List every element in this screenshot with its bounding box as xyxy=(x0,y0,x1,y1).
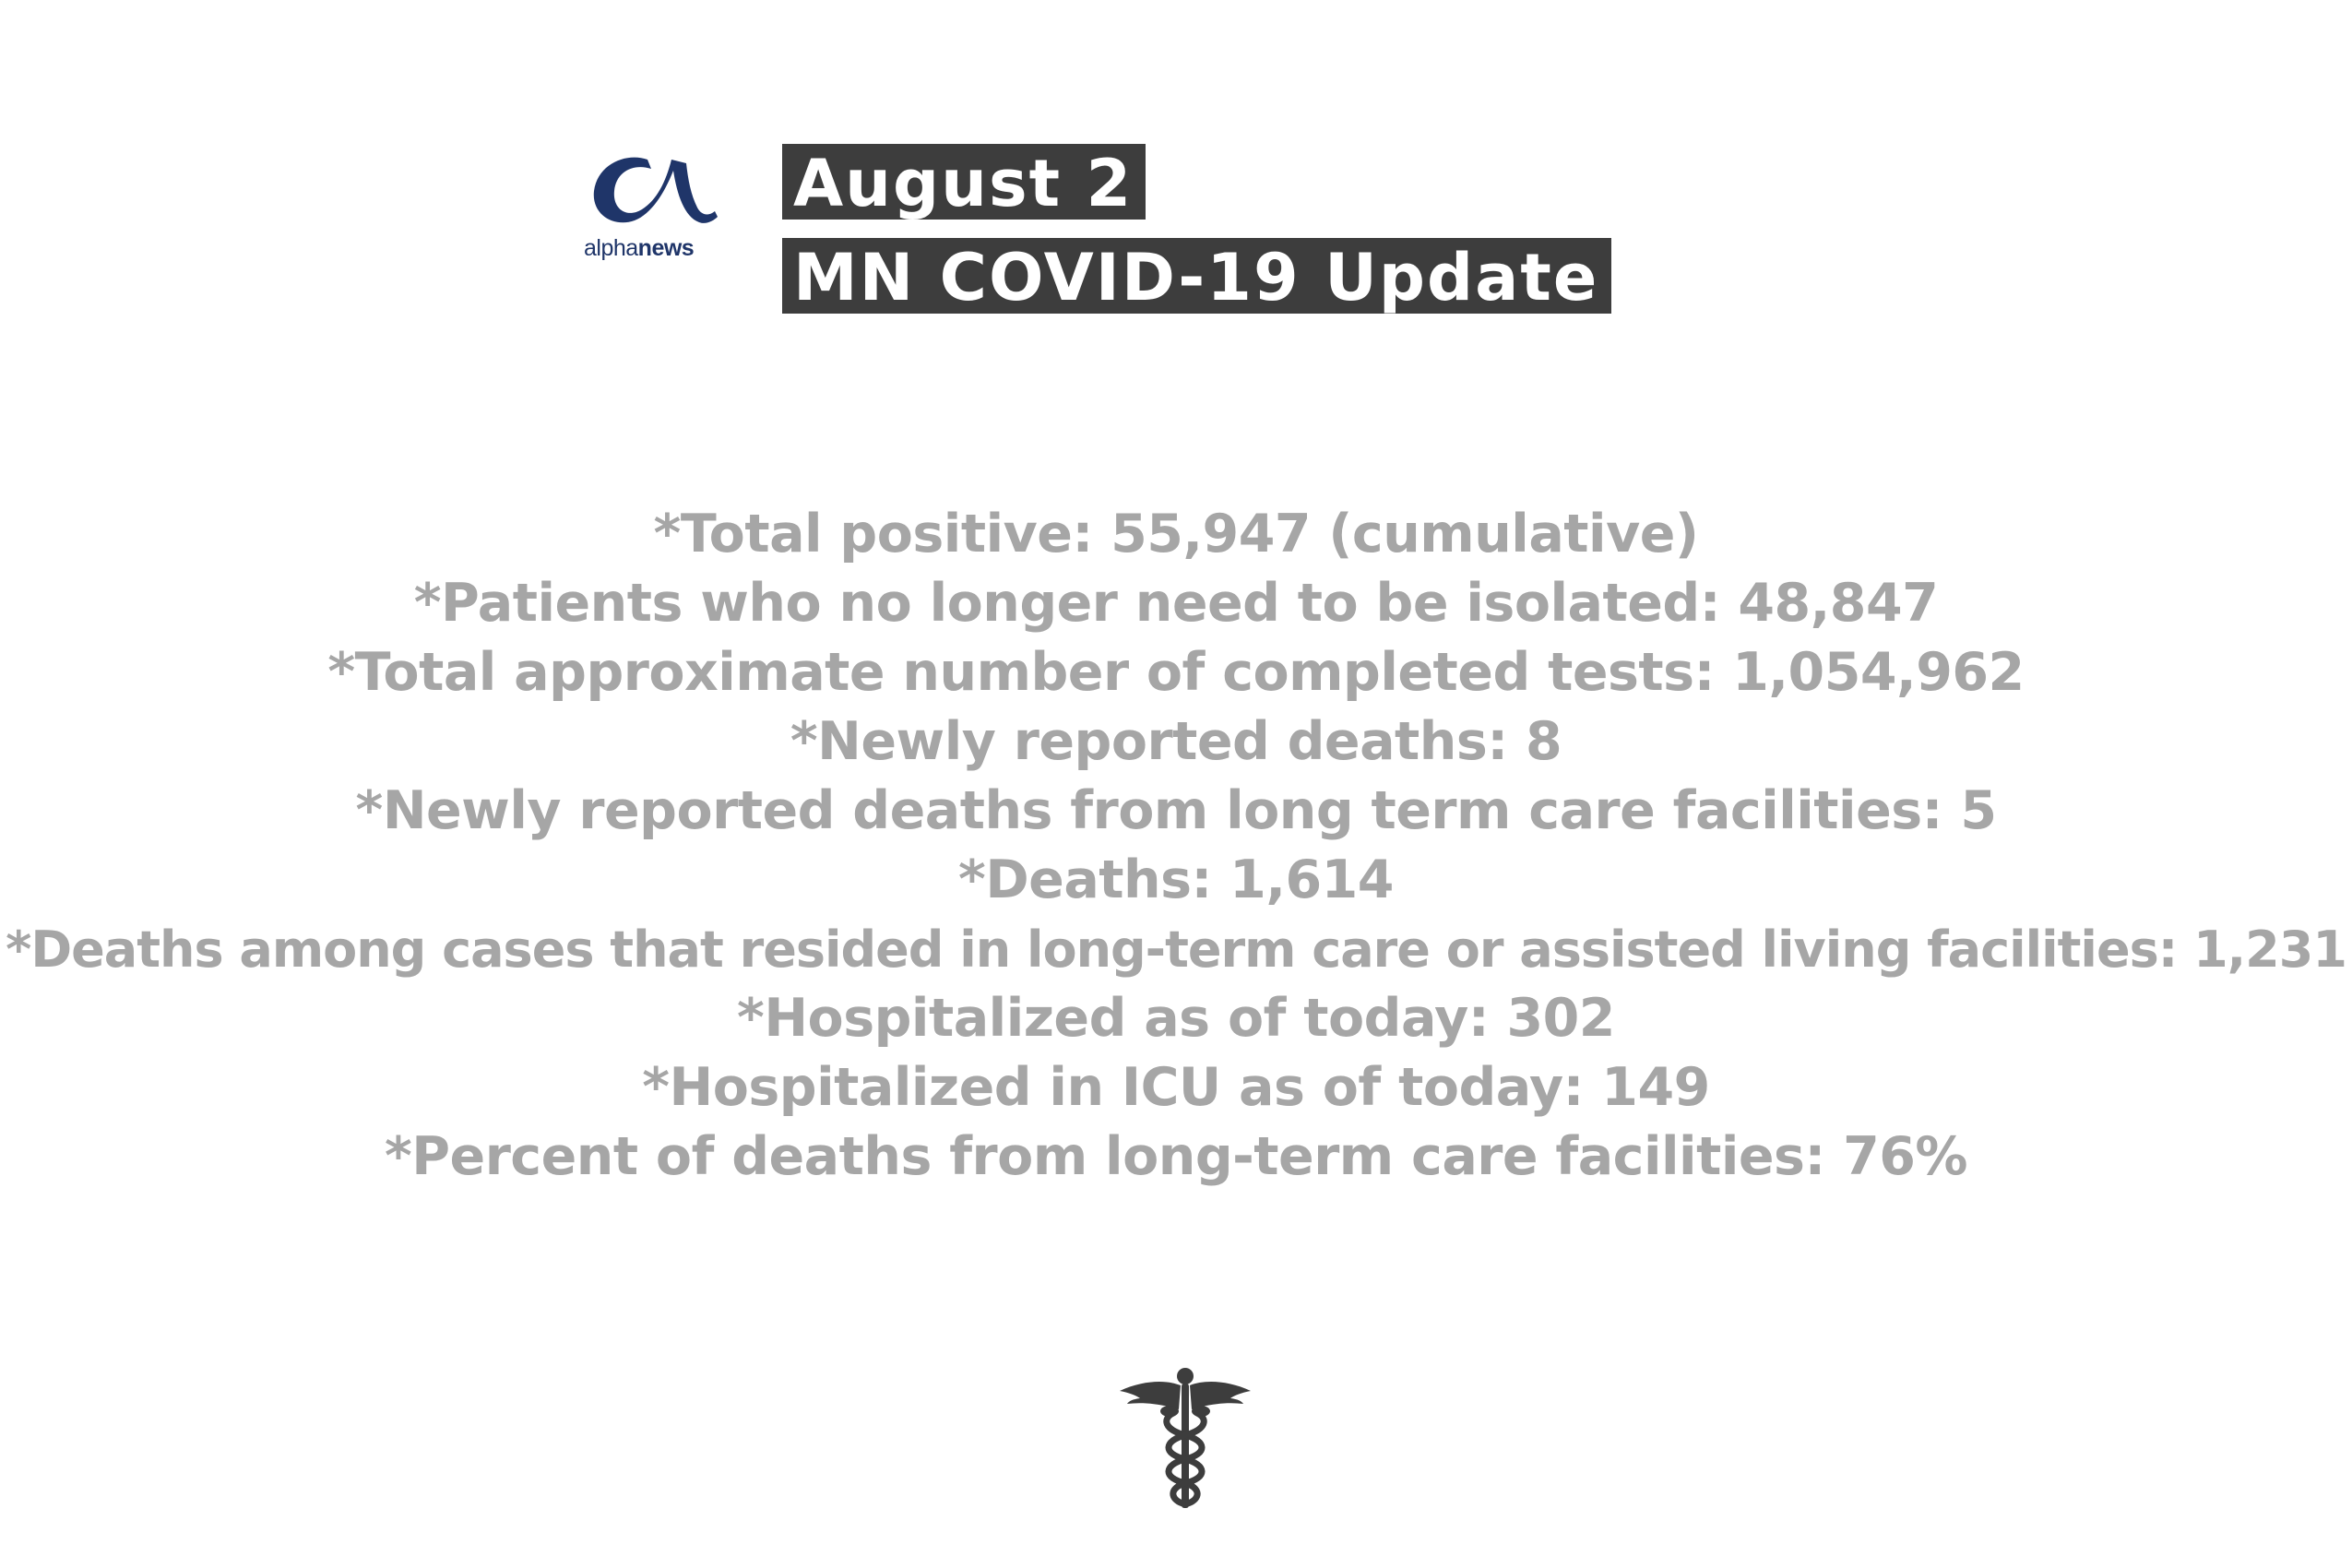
stat-icu: *Hospitalized in ICU as of today: 149 xyxy=(642,1057,1710,1118)
caduceus-icon xyxy=(1116,1365,1254,1513)
stat-ltc-deaths: *Deaths among cases that resided in long-term care or assisted living facilities: 1,231 xyxy=(6,921,2346,979)
stat-no-longer-isolated: *Patients who no longer need to be isolated: 48,847 xyxy=(413,573,1939,634)
alpha-icon xyxy=(581,143,719,235)
logo-word-news: news xyxy=(637,235,695,261)
title-block xyxy=(782,144,1599,315)
stat-percent-ltc: *Percent of deaths from long-term care facilities: 76% xyxy=(384,1126,1968,1187)
logo-wordmark xyxy=(584,235,718,262)
title-headline: MN COVID-19 Update xyxy=(782,238,1611,314)
stat-completed-tests: *Total approximate number of completed tests: 1,054,962 xyxy=(327,642,2025,703)
stats-list xyxy=(0,500,2352,1192)
stat-hospitalized: *Hospitalized as of today: 302 xyxy=(737,988,1615,1049)
logo-word-alpha: alpha xyxy=(584,235,638,261)
stat-new-ltc-deaths: *Newly reported deaths from long term care facilities: 5 xyxy=(355,780,1997,841)
stat-new-deaths: *Newly reported deaths: 8 xyxy=(790,711,1562,772)
title-date: August 2 xyxy=(782,144,1146,220)
alphanews-logo xyxy=(581,143,719,272)
stat-deaths: *Deaths: 1,614 xyxy=(958,849,1394,910)
stat-total-positive: *Total positive: 55,947 (cumulative) xyxy=(653,504,1699,564)
